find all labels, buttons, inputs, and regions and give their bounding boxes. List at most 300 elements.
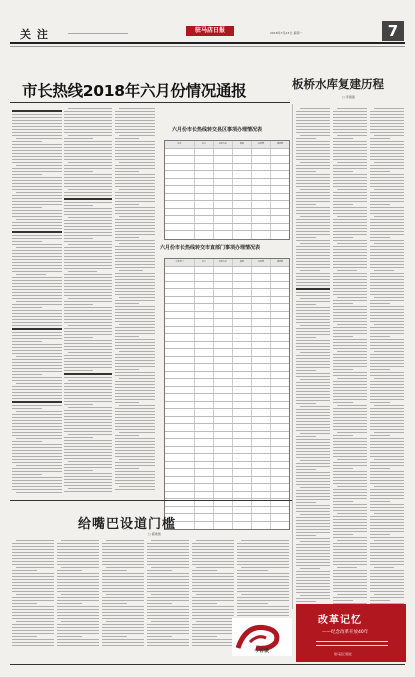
text-line: [296, 403, 316, 404]
text-line: [296, 246, 330, 247]
table-header-cell: 满意率: [276, 143, 283, 145]
text-line: [115, 126, 155, 127]
text-line: [12, 213, 62, 214]
text-line: [370, 411, 404, 412]
text-line: [64, 422, 112, 423]
text-line: [192, 558, 234, 559]
text-line: [237, 576, 289, 577]
text-line: [333, 420, 367, 421]
text-line: [296, 382, 330, 383]
text-line: [370, 363, 404, 364]
text-line: [296, 234, 330, 235]
text-line: [115, 417, 155, 418]
table-row: [165, 274, 289, 282]
text-line: [64, 449, 112, 450]
text-line: [333, 303, 353, 304]
text-line: [237, 570, 268, 571]
table-cell: [214, 432, 233, 439]
table-row: [165, 357, 289, 365]
text-line: [192, 597, 234, 598]
text-line: [64, 419, 112, 420]
text-line: [102, 639, 144, 640]
text-line: [16, 567, 54, 568]
table-cell: [195, 216, 214, 223]
text-line: [296, 397, 330, 398]
text-line: [119, 189, 155, 190]
text-line: [296, 385, 330, 386]
text-line: [115, 423, 155, 424]
text-line: [192, 624, 234, 625]
text-line: [57, 564, 99, 565]
text-line: [151, 567, 189, 568]
text-line: [300, 270, 320, 271]
text-line: [370, 345, 404, 346]
text-line: [296, 463, 330, 464]
text-line: [12, 420, 62, 421]
table-cell: [214, 319, 233, 326]
text-line: [333, 516, 367, 517]
table-cell: [271, 372, 289, 379]
text-line: [296, 358, 330, 359]
table-cell: [252, 349, 271, 356]
text-line: [370, 576, 404, 577]
text-line: [333, 276, 367, 277]
text-line: [333, 522, 367, 523]
text-line: [333, 348, 367, 349]
table-row: [165, 194, 289, 202]
text-line: [12, 377, 62, 378]
text-line: [64, 392, 112, 393]
table-cell: [214, 379, 233, 386]
text-line: [333, 396, 367, 397]
table-cell: [271, 209, 289, 216]
text-line: [12, 298, 62, 299]
table-cell: [165, 327, 195, 334]
text-line: [333, 477, 367, 478]
side-headline: 板桥水库复建历程: [292, 77, 384, 91]
text-line: [12, 426, 62, 427]
text-line: [12, 216, 62, 217]
text-line: [64, 386, 112, 387]
text-line: [333, 186, 367, 187]
text-line: [333, 210, 367, 211]
text-line: [12, 645, 54, 646]
table-cell: [233, 364, 252, 371]
text-line: [333, 534, 353, 535]
text-line: [333, 465, 367, 466]
text-line: [333, 411, 367, 412]
table-cell: [214, 149, 233, 156]
text-line: [12, 633, 54, 634]
table-cell: [214, 231, 233, 239]
text-line: [296, 394, 330, 395]
text-line: [333, 249, 367, 250]
text-line: [12, 636, 37, 637]
text-line: [370, 579, 404, 580]
text-line: [115, 141, 155, 142]
text-line: [12, 201, 62, 202]
text-line: [296, 586, 330, 587]
table-cell: [233, 312, 252, 319]
table-cell: [233, 171, 252, 178]
text-line: [333, 363, 367, 364]
text-line: [333, 423, 367, 424]
text-line: [333, 228, 367, 229]
text-line: [16, 411, 62, 412]
text-line: [12, 286, 62, 287]
text-line: [12, 615, 54, 616]
table-cell: [195, 274, 214, 281]
text-line: [57, 543, 99, 544]
table-row: [165, 402, 289, 410]
text-line: [333, 555, 367, 556]
text-line: [370, 465, 404, 466]
text-line: [196, 540, 234, 541]
text-line: [115, 348, 155, 349]
text-line: [12, 228, 62, 229]
table-cell: [271, 522, 289, 530]
text-line: [296, 475, 330, 476]
text-line: [64, 165, 112, 166]
text-line: [374, 486, 404, 487]
text-line: [370, 549, 404, 550]
article-column-3: [115, 108, 155, 494]
text-line: [64, 458, 112, 459]
text-line: [12, 253, 62, 254]
text-line: [370, 237, 390, 238]
table-cell: [271, 216, 289, 223]
text-line: [333, 144, 367, 145]
text-line: [119, 351, 155, 352]
table-cell: [233, 194, 252, 201]
table-cell: [195, 334, 214, 341]
text-line: [237, 582, 289, 583]
table-cell: [195, 379, 214, 386]
table-row: [165, 319, 289, 327]
text-line: [333, 213, 367, 214]
ad-footer: 驻马店日报社: [334, 652, 353, 656]
text-line: [115, 420, 155, 421]
text-line: [115, 399, 155, 400]
table-cell: [195, 492, 214, 499]
text-line: [102, 555, 144, 556]
text-line: [115, 255, 155, 256]
text-line: [102, 615, 144, 616]
text-line: [64, 177, 112, 178]
text-line: [333, 417, 367, 418]
table-header-cell: 转办: [195, 259, 214, 266]
text-line: [296, 490, 330, 491]
text-line: [296, 240, 330, 241]
text-line: [296, 376, 330, 377]
table-row: [165, 186, 289, 194]
text-line: [370, 210, 404, 211]
table-header-cell: 市直部门: [165, 259, 195, 266]
text-line: [64, 117, 112, 118]
text-line: [115, 111, 155, 112]
text-line: [370, 573, 404, 574]
text-line: [12, 265, 62, 266]
text-line: [115, 444, 155, 445]
table-cell: [195, 484, 214, 491]
text-line: [333, 399, 367, 400]
text-line: [337, 108, 367, 109]
table-cell: [271, 424, 289, 431]
table-cell: [233, 417, 252, 424]
text-line: [115, 354, 155, 355]
text-line: [115, 150, 155, 151]
text-line: [333, 123, 367, 124]
table-cell: [195, 156, 214, 163]
text-line: [296, 219, 330, 220]
text-line: [12, 450, 62, 451]
text-line: [64, 277, 112, 278]
text-line: [370, 147, 404, 148]
table-cell: [252, 469, 271, 476]
text-line: [333, 129, 367, 130]
text-line: [57, 630, 99, 631]
table-cell: [195, 304, 214, 311]
table-cell: [233, 289, 252, 296]
table-row: [165, 304, 289, 312]
text-line: [115, 213, 155, 214]
text-line: [147, 624, 189, 625]
text-line: [16, 138, 62, 139]
text-line: [296, 538, 330, 539]
text-line: [370, 291, 404, 292]
text-line: [370, 525, 404, 526]
table-cell: [214, 201, 233, 208]
table-cell: [271, 394, 289, 401]
text-line: [12, 462, 62, 463]
text-line: [370, 183, 404, 184]
text-line: [64, 141, 112, 142]
text-line: [151, 621, 189, 622]
table-row: [165, 387, 289, 395]
text-line: [370, 159, 404, 160]
text-line: [296, 316, 330, 317]
text-line: [192, 576, 234, 577]
text-line: [296, 421, 330, 422]
text-line: [296, 120, 330, 121]
text-line: [296, 337, 316, 338]
text-line: [115, 312, 155, 313]
text-line: [147, 573, 189, 574]
column-logo: [232, 618, 292, 656]
text-line: [333, 390, 367, 391]
table-cell: [233, 216, 252, 223]
table-cell: [271, 224, 289, 231]
text-line: [57, 570, 82, 571]
table-cell: [165, 312, 195, 319]
text-line: [12, 277, 62, 278]
text-line: [333, 141, 367, 142]
text-line: [296, 469, 316, 470]
text-line: [370, 408, 404, 409]
text-line: [296, 526, 330, 527]
table-cell: [233, 201, 252, 208]
text-line: [64, 370, 93, 371]
text-line: [12, 591, 54, 592]
table-cell: [195, 179, 214, 186]
text-line: [370, 372, 404, 373]
text-line: [64, 328, 112, 329]
text-line: [296, 520, 330, 521]
text-line: [337, 567, 357, 568]
text-line: [370, 591, 404, 592]
text-line: [333, 372, 367, 373]
table-cell: [252, 194, 271, 201]
table-cell: [165, 334, 195, 341]
table-header-cell: 满意: [233, 259, 252, 266]
text-line: [370, 504, 404, 505]
ad-body-text: [316, 639, 388, 649]
text-line: [57, 552, 99, 553]
text-line: [333, 156, 367, 157]
text-line: [296, 427, 330, 428]
text-line: [68, 189, 112, 190]
text-line: [296, 523, 330, 524]
text-line: [296, 580, 330, 581]
table-cell: [271, 514, 289, 521]
text-line: [296, 114, 330, 115]
table-row: [165, 432, 289, 440]
table-cell: [233, 319, 252, 326]
text-line: [151, 540, 189, 541]
text-line: [333, 237, 353, 238]
text-line: [57, 561, 99, 562]
text-line: [115, 306, 155, 307]
text-line: [333, 507, 367, 508]
table-cell: [252, 164, 271, 171]
table-cell: [214, 477, 233, 484]
text-line: [12, 432, 62, 433]
text-line: [106, 594, 144, 595]
text-line: [102, 645, 144, 646]
text-line: [296, 391, 330, 392]
bottom-column-1: [12, 540, 54, 650]
text-line: [333, 192, 367, 193]
text-line: [12, 207, 42, 208]
table-cell: [233, 462, 252, 469]
text-line: [115, 264, 155, 265]
text-line: [115, 159, 155, 160]
text-line: [333, 462, 367, 463]
table-cell: [271, 432, 289, 439]
text-line: [64, 168, 112, 169]
text-line: [333, 504, 367, 505]
text-line: [12, 244, 62, 245]
text-line: [115, 180, 155, 181]
text-line: [12, 271, 62, 272]
table-cell: [195, 201, 214, 208]
text-line: [370, 288, 404, 289]
text-line: [12, 268, 62, 269]
text-line: [64, 232, 112, 233]
text-line: [115, 147, 155, 148]
text-line: [196, 594, 234, 595]
text-line: [192, 639, 234, 640]
text-line: [196, 567, 234, 568]
text-line: [296, 448, 330, 449]
text-line: [370, 111, 404, 112]
text-line: [296, 276, 330, 277]
table-row: [165, 484, 289, 492]
text-line: [64, 322, 112, 323]
text-line: [12, 374, 42, 375]
text-line: [370, 321, 404, 322]
text-line: [192, 546, 234, 547]
text-line: [370, 510, 404, 511]
text-line: [57, 606, 99, 607]
text-line: [370, 489, 404, 490]
text-line: [102, 576, 144, 577]
text-line: [57, 549, 99, 550]
bottom-column-3: [102, 540, 144, 650]
text-line: [115, 273, 155, 274]
text-line: [370, 561, 404, 562]
text-line: [300, 135, 330, 136]
text-line: [296, 457, 330, 458]
text-line: [370, 231, 404, 232]
text-line: [300, 108, 330, 109]
text-line: [333, 264, 367, 265]
text-line: [147, 555, 189, 556]
text-line: [12, 256, 62, 257]
text-line: [119, 432, 155, 433]
text-line: [115, 330, 155, 331]
table-cell: [195, 462, 214, 469]
text-line: [115, 333, 155, 334]
table-cell: [195, 514, 214, 521]
text-line: [68, 461, 112, 462]
text-line: [106, 621, 144, 622]
text-line: [333, 111, 367, 112]
text-line: [370, 306, 404, 307]
text-line: [115, 375, 155, 376]
text-line: [115, 339, 155, 340]
text-line: [333, 114, 367, 115]
text-line: [119, 378, 155, 379]
text-line: [333, 342, 367, 343]
text-line: [64, 413, 112, 414]
text-line: [370, 207, 404, 208]
text-line: [12, 408, 42, 409]
table-cell: [165, 194, 195, 201]
text-line: [115, 441, 155, 442]
table-cell: [165, 387, 195, 394]
text-line: [147, 618, 189, 619]
table-cell: [195, 231, 214, 239]
table-cell: [165, 216, 195, 223]
text-line: [12, 362, 62, 363]
text-line: [12, 332, 62, 333]
text-line: [296, 454, 330, 455]
text-line: [119, 459, 155, 460]
text-line: [370, 123, 404, 124]
table-cell: [252, 216, 271, 223]
text-line: [64, 123, 112, 124]
table-cell: [195, 372, 214, 379]
text-line: [370, 327, 404, 328]
text-line: [12, 238, 62, 239]
text-line: [296, 430, 330, 431]
text-line: [296, 141, 330, 142]
text-line: [296, 349, 330, 350]
table-cell: [233, 349, 252, 356]
text-line: [192, 564, 234, 565]
table-cell: [214, 349, 233, 356]
